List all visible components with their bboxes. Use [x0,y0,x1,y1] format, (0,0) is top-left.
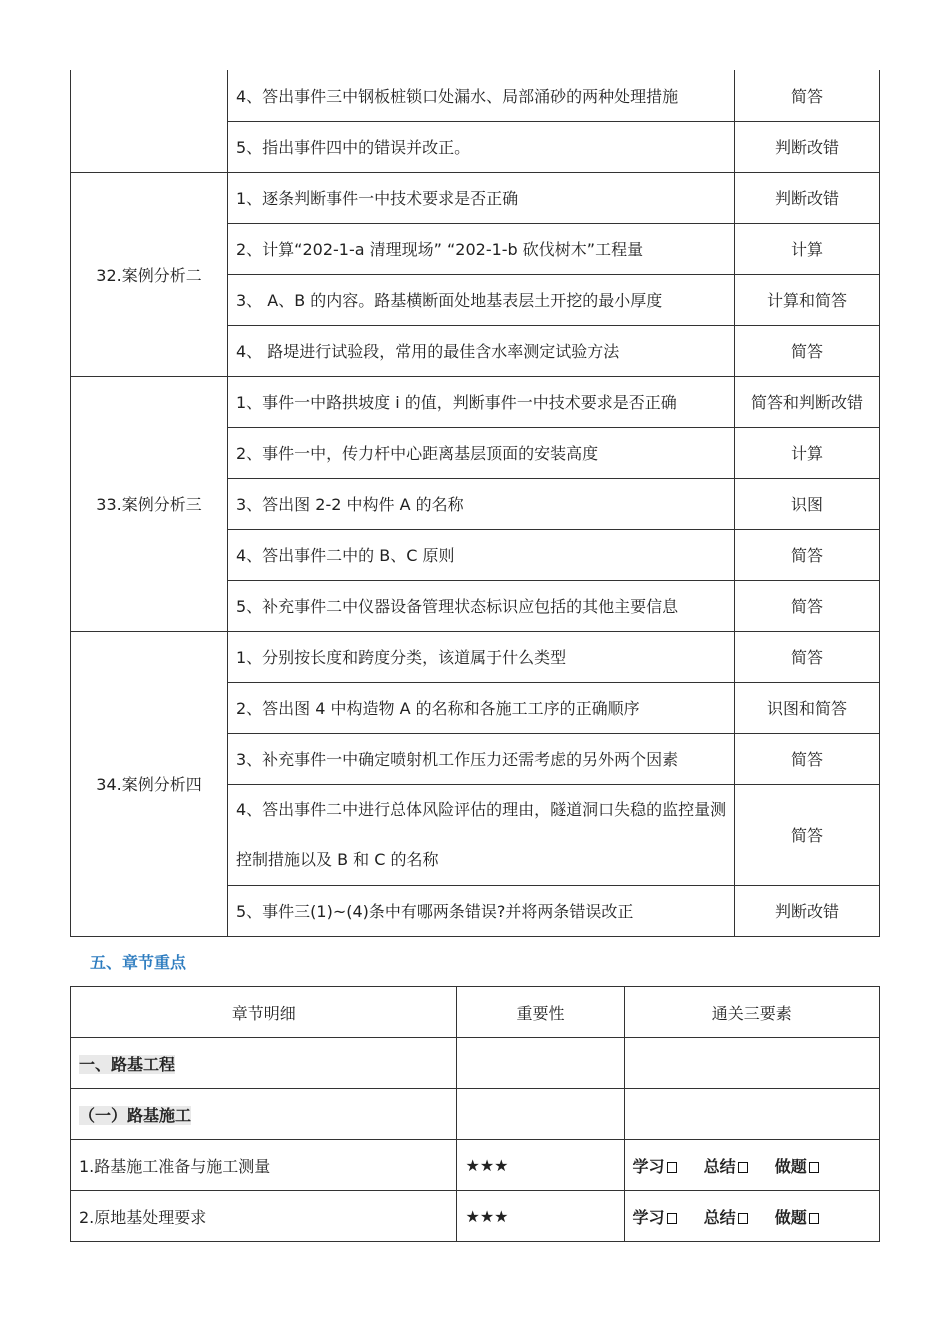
type-cell: 判断改错 [735,121,880,172]
question-cell: 4、答出事件二中的 B、C 原则 [228,529,735,580]
question-cell: 3、补充事件一中确定喷射机工作压力还需考虑的另外两个因素 [228,733,735,784]
question-cell: 1、分别按长度和跨度分类，该道属于什么类型 [228,631,735,682]
importance-cell [457,1089,624,1140]
table-header-row [71,987,880,1038]
table-row [71,70,880,121]
elements-cell [624,1089,879,1140]
question-cell: 4、答出事件二中进行总体风险评估的理由，隧道洞口失稳的监控量测控制措施以及 B 和 C 的名称 [228,784,735,885]
practice-checkbox[interactable] [775,1208,819,1227]
checkbox-icon [667,1213,677,1224]
type-cell: 简答 [735,529,880,580]
question-cell: 5、补充事件二中仪器设备管理状态标识应包括的其他主要信息 [228,580,735,631]
chapter-cell [71,1089,457,1140]
study-label: 学习 [632,1156,665,1176]
type-cell: 计算和简答 [735,274,880,325]
importance-cell: ★★★ [457,1140,624,1191]
type-cell: 简答 [735,784,880,885]
case-cell: 33.案例分析三 [71,376,228,631]
table-row [71,631,880,682]
case-cell: 34.案例分析四 [71,631,228,936]
table-row [71,376,880,427]
chapter-cell [71,1038,457,1089]
practice-checkbox[interactable] [775,1157,819,1176]
type-cell: 计算 [735,223,880,274]
question-cell: 1、事件一中路拱坡度 i 的值，判断事件一中技术要求是否正确 [228,376,735,427]
checkbox-icon [738,1213,748,1224]
question-cell: 4、答出事件三中钢板桩锁口处漏水、局部涌砂的两种处理措施 [228,70,735,121]
question-cell: 4、 路堤进行试验段，常用的最佳含水率测定试验方法 [228,325,735,376]
question-cell: 2、计算“202-1-a 清理现场” “202-1-b 砍伐树木”工程量 [228,223,735,274]
type-cell: 识图 [735,478,880,529]
question-cell: 5、事件三(1)~(4)条中有哪两条错误?并将两条错误改正 [228,885,735,936]
practice-label: 做题 [774,1156,807,1176]
column-header: 重要性 [457,987,624,1038]
chapter-heading: 一、路基工程 [79,1054,176,1074]
question-cell: 3、 A、B 的内容。路基横断面处地基表层土开挖的最小厚度 [228,274,735,325]
chapter-cell: 2.原地基处理要求 [71,1191,457,1242]
practice-label: 做题 [774,1207,807,1227]
study-checkbox[interactable] [633,1208,677,1227]
summary-checkbox[interactable] [704,1208,748,1227]
type-cell: 判断改错 [735,172,880,223]
checkbox-icon [809,1162,819,1173]
type-cell: 识图和简答 [735,682,880,733]
elements-cell [624,1191,879,1242]
table-row [71,172,880,223]
type-cell: 简答 [735,325,880,376]
checkbox-icon [667,1162,677,1173]
type-cell: 计算 [735,427,880,478]
column-header: 章节明细 [71,987,457,1038]
case-cell [71,70,228,172]
section-title: 五、章节重点 [90,953,187,972]
question-cell: 1、逐条判断事件一中技术要求是否正确 [228,172,735,223]
summary-label: 总结 [703,1156,736,1176]
study-label: 学习 [632,1207,665,1227]
type-cell: 简答和判断改错 [735,376,880,427]
table-row [71,1038,880,1089]
type-cell: 简答 [735,580,880,631]
chapter-cell: 1.路基施工准备与施工测量 [71,1140,457,1191]
elements-cell [624,1038,879,1089]
question-cell: 2、事件一中，传力杆中心距离基层顶面的安装高度 [228,427,735,478]
question-cell: 3、答出图 2-2 中构件 A 的名称 [228,478,735,529]
elements-cell [624,1140,879,1191]
case-cell: 32.案例分析二 [71,172,228,376]
type-cell: 简答 [735,631,880,682]
type-cell: 简答 [735,70,880,121]
column-header: 通关三要素 [624,987,879,1038]
study-checkbox[interactable] [633,1157,677,1176]
summary-checkbox[interactable] [704,1157,748,1176]
type-cell: 简答 [735,733,880,784]
type-cell: 判断改错 [735,885,880,936]
table-row [71,1089,880,1140]
chapter-subheading: （一）路基施工 [79,1105,192,1125]
question-type-table [70,70,880,937]
importance-cell: ★★★ [457,1191,624,1242]
checkbox-icon [809,1213,819,1224]
summary-label: 总结 [703,1207,736,1227]
question-cell: 5、指出事件四中的错误并改正。 [228,121,735,172]
table-row [71,1191,880,1242]
chapter-table [70,986,880,1242]
checkbox-icon [738,1162,748,1173]
importance-cell [457,1038,624,1089]
table-row [71,1140,880,1191]
question-cell: 2、答出图 4 中构造物 A 的名称和各施工工序的正确顺序 [228,682,735,733]
